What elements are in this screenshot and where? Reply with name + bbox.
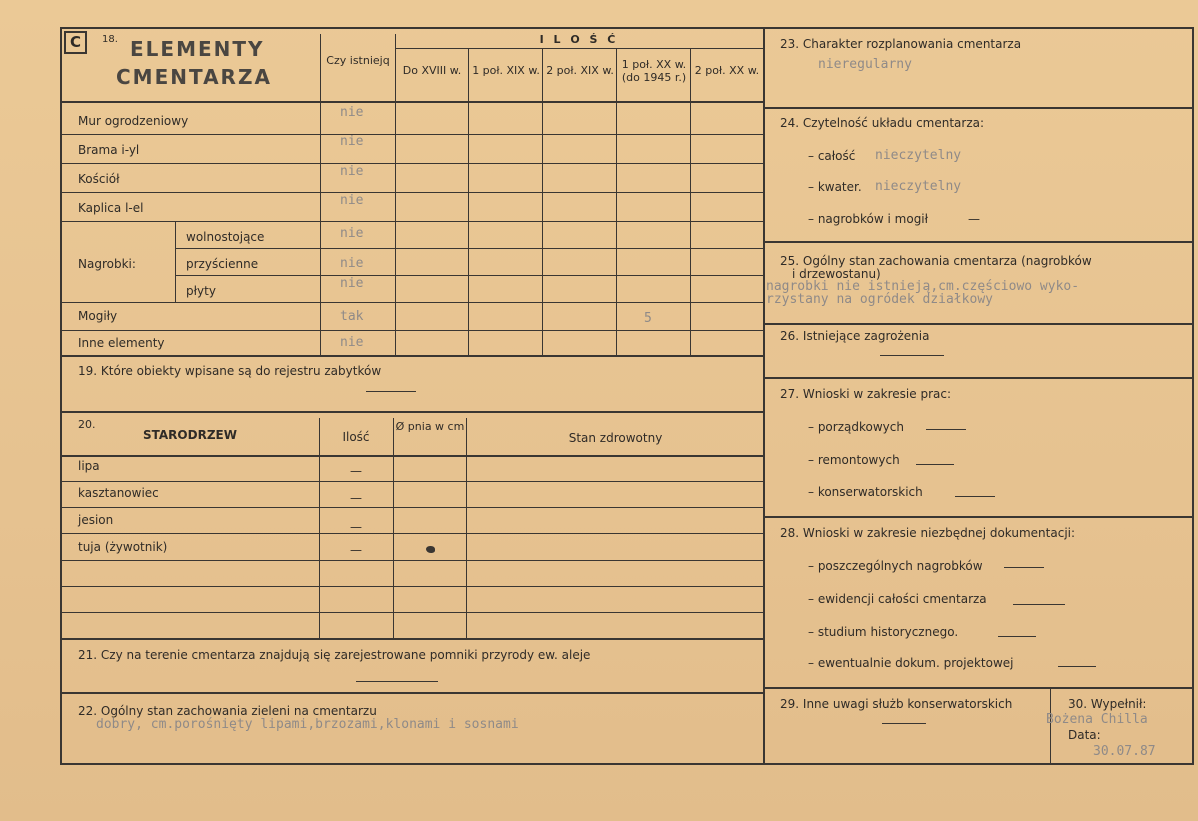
grid-line [320,34,321,356]
section-25-label-2: i drzewostanu) [792,267,881,281]
grid-line [395,34,396,356]
grid-line [60,163,763,164]
blank-line [880,355,944,356]
tree-qty: — [350,491,362,505]
grid-line [60,134,763,135]
tree-qty: — [350,464,362,478]
grid-line [176,275,763,276]
section-29-label: 29. Inne uwagi służb konserwatorskich [780,697,1013,711]
column-divider [763,27,765,765]
border-left [60,27,62,765]
exists-value: nie [340,276,364,291]
blank-line [916,464,954,465]
period-header: 2 poł. XIX w. [546,64,614,77]
section-25-label-1: 25. Ogólny stan zachowania cmentarza (nagrobków [780,254,1092,268]
border-top [60,27,1194,29]
row-label: Brama i-yl [78,143,140,157]
old-trees-title: STARODRZEW [143,428,237,442]
grid-line [763,107,1194,109]
row-label: płyty [186,284,216,298]
exists-value: tak [340,309,364,324]
readability-value: — [968,212,980,226]
grid-line [60,355,763,357]
grid-line [468,48,469,356]
grid-line [60,507,763,508]
grid-line [60,612,763,613]
grid-line [690,48,691,356]
trees-qty-header: Ilość [342,430,370,444]
period-header: 1 poł. XX w. (do 1945 r.) [621,58,687,84]
section-number: 18. [102,34,118,45]
section-26-label: 26. Istniejące zagrożenia [780,329,930,343]
blank-line [882,723,926,724]
greenery-condition-value: dobry, cm.porośnięty lipami,brzozami,klonami i sosnami [96,717,519,732]
grid-line [176,248,763,249]
grid-line [763,241,1194,243]
quantity-value: 5 [644,311,652,326]
row-label: Inne elementy [78,336,165,350]
category-box: C [64,31,87,54]
period-header: Do XVIII w. [402,64,462,77]
row-label: Mur ogrodzeniowy [78,114,189,128]
grid-line [396,48,763,49]
works-item: – konserwatorskich [808,485,923,499]
grid-line [60,302,763,303]
blank-line [955,496,995,497]
grid-line [763,516,1194,518]
grid-line [60,560,763,561]
row-label: Kościół [78,172,120,186]
readability-item: – nagrobków i mogił [808,212,929,226]
grid-line [763,323,1194,325]
documentation-item: – ewidencji całości cmentarza [808,592,987,606]
grid-line [175,221,176,302]
grid-line [763,377,1194,379]
blank-line [366,391,416,392]
period-header: 2 poł. XX w. [694,64,760,77]
grid-line [60,221,763,222]
grid-line [393,418,394,640]
blank-line [1013,604,1065,605]
quantity-header: I L O Ś Ć [539,33,619,46]
readability-value: nieczytelny [875,179,962,194]
grid-line [60,533,763,534]
tree-name: tuja (żywotnik) [78,540,168,554]
exists-value: nie [340,193,364,208]
date-value: 30.07.87 [1093,744,1156,759]
section-22-label: 22. Ogólny stan zachowania zieleni na cmentarzu [78,704,377,718]
section-20-number: 20. [78,418,96,431]
row-label: Kaplica l-el [78,201,144,215]
tree-qty: — [350,520,362,534]
date-label: Data: [1068,728,1101,742]
grid-line [60,330,763,331]
tree-qty: — [350,543,362,557]
exists-value: nie [340,134,364,149]
border-bottom [60,763,1194,765]
blank-line [1004,567,1044,568]
grid-line [60,411,763,413]
tree-name: lipa [78,459,100,473]
elements-title-2: CMENTARZA [116,65,272,89]
section-24-label: 24. Czytelność układu cmentarza: [780,116,985,130]
exists-value: nie [340,226,364,241]
row-label: przyścienne [186,257,259,271]
section-28-label: 28. Wnioski w zakresie niezbędnej dokumentacji: [780,526,1076,540]
exists-value: nie [340,164,364,179]
exists-column-header: Czy istniejq [326,54,390,67]
grid-line [60,586,763,587]
blank-line [926,429,966,430]
readability-item: – kwater. [808,180,862,194]
works-item: – remontowych [808,453,900,467]
grid-line [763,687,1194,689]
grid-line [60,455,763,457]
blank-line [1058,666,1096,667]
exists-value: nie [340,105,364,120]
trunk-diameter-header: Ø pnia w cm [395,420,465,433]
grid-line [60,481,763,482]
section-30-label: 30. Wypełnił: [1068,697,1147,711]
grid-line [60,101,763,103]
grid-line [60,692,763,694]
row-label: Mogiły [78,309,118,323]
health-header: Stan zdrowotny [568,431,663,445]
documentation-item: – studium historycznego. [808,625,959,639]
grid-line [60,638,763,640]
tree-name: kasztanowiec [78,486,159,500]
cemetery-condition-value-1: nagrobki nie istnieją,cm.częściowo wyko- [766,279,1080,294]
section-27-label: 27. Wnioski w zakresie prac: [780,387,952,401]
period-header: 1 poł. XIX w. [472,64,540,77]
filled-by-name: Bożena Chilla [1046,712,1148,727]
grid-line [542,48,543,356]
border-right [1192,27,1194,765]
section-23-label: 23. Charakter rozplanowania cmentarza [780,37,1022,51]
exists-value: nie [340,335,364,350]
tree-name: jesion [78,513,114,527]
cemetery-condition-value-2: rzystany na ogródek działkowy [766,292,993,307]
blank-line [356,681,438,682]
layout-character-value: nieregularny [818,57,912,72]
documentation-item: – ewentualnie dokum. projektowej [808,656,1014,670]
readability-value: nieczytelny [875,148,962,163]
group-label: Nagrobki: [78,257,136,271]
ink-blot [426,546,435,553]
section-19-label: 19. Które obiekty wpisane są do rejestru zabytków [78,364,382,378]
documentation-item: – poszczególnych nagrobków [808,559,983,573]
exists-value: nie [340,256,364,271]
section-21-label: 21. Czy na terenie cmentarza znajdują się zarejestrowane pomniki przyrody ew. aleje [78,648,591,662]
grid-line [616,48,617,356]
readability-item: – całość [808,149,856,163]
grid-line [466,418,467,640]
blank-line [998,636,1036,637]
row-label: wolnostojące [186,230,265,244]
works-item: – porządkowych [808,420,904,434]
grid-line [60,192,763,193]
elements-title-1: ELEMENTY [130,37,265,61]
